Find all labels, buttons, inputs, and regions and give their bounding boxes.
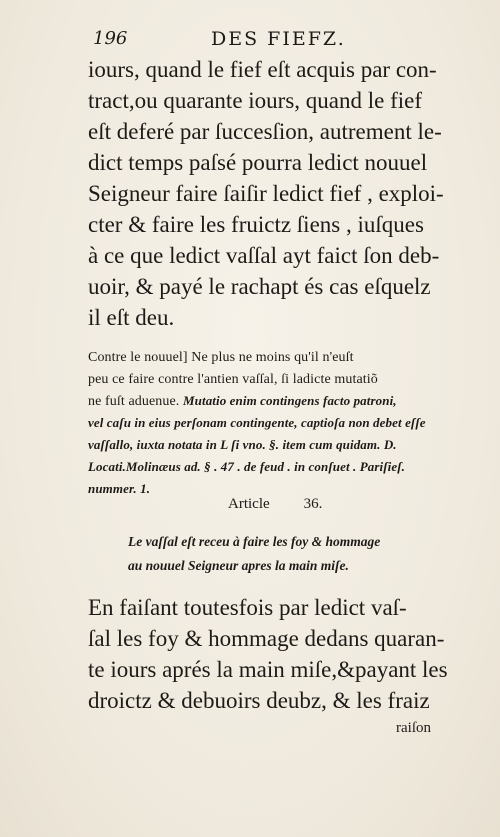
rubric-line: au nouuel Seigneur apres la main miſe. (128, 558, 349, 573)
gloss-line: Locati.Molinæus ad. § . 47 . de feud . in conſuet . Pariſieſ. (88, 459, 406, 474)
text-line: uoir, & payé le rachapt és cas eſquelz (88, 274, 431, 299)
page-number: 196 (93, 28, 128, 49)
text-line: tract,ou quarante iours, quand le fief (88, 88, 423, 113)
catchword: raiſon (396, 720, 431, 736)
gloss-line: vel caſu in eius perſonam contingente, captioſa non debet eſſe (88, 415, 426, 430)
gloss-line: Contre le nouuel] Ne plus ne moins qu'il n'euſt (88, 350, 354, 365)
text-line: il eſt deu. (88, 305, 175, 330)
text-line: dict temps paſsé pourra ledict nouuel (88, 150, 428, 175)
article-rubric (128, 530, 458, 578)
main-paragraph (88, 54, 483, 333)
gloss-line: nummer. 1. (88, 481, 151, 496)
article-number: 36. (303, 496, 323, 512)
gloss-line: peu ce faire contre l'antien vaſſal, ſi ladicte mutatiõ (88, 372, 378, 387)
text-line: à ce que ledict vaſſal ayt faict ſon deb- (88, 243, 440, 268)
text-line: Seigneur faire ſaiſir ledict fief , exploi- (88, 181, 444, 206)
commentary-gloss (88, 346, 488, 500)
article-paragraph (88, 592, 488, 716)
text-line: droictz & debuoirs deubz, & les fraiz (88, 688, 430, 713)
gloss-line: ne fuſt aduenue. Mutatio enim contingens facto patroni, (88, 393, 397, 409)
text-line: ſal les foy & hommage dedans quaran- (88, 626, 445, 651)
article-heading (228, 496, 322, 513)
running-head: DES FIEFZ. (211, 28, 346, 50)
text-line: iours, quand le fief eſt acquis par con- (88, 57, 437, 82)
text-line: te iours aprés la main miſe,&payant les (88, 657, 448, 682)
text-line: En faiſant toutesfois par ledict vaſ- (88, 595, 407, 620)
text-line: cter & faire les fruictz ſiens , iuſques (88, 212, 424, 237)
article-label: Article (228, 496, 270, 512)
text-line: eſt deferé par ſuccesſion, autrement le- (88, 119, 442, 144)
gloss-line: vaſſallo, iuxta notata in L ſi vno. §. item cum quidam. D. (88, 437, 397, 452)
rubric-line: Le vaſſal eſt receu à faire les foy & hommage (128, 534, 381, 549)
page-header (93, 28, 453, 52)
